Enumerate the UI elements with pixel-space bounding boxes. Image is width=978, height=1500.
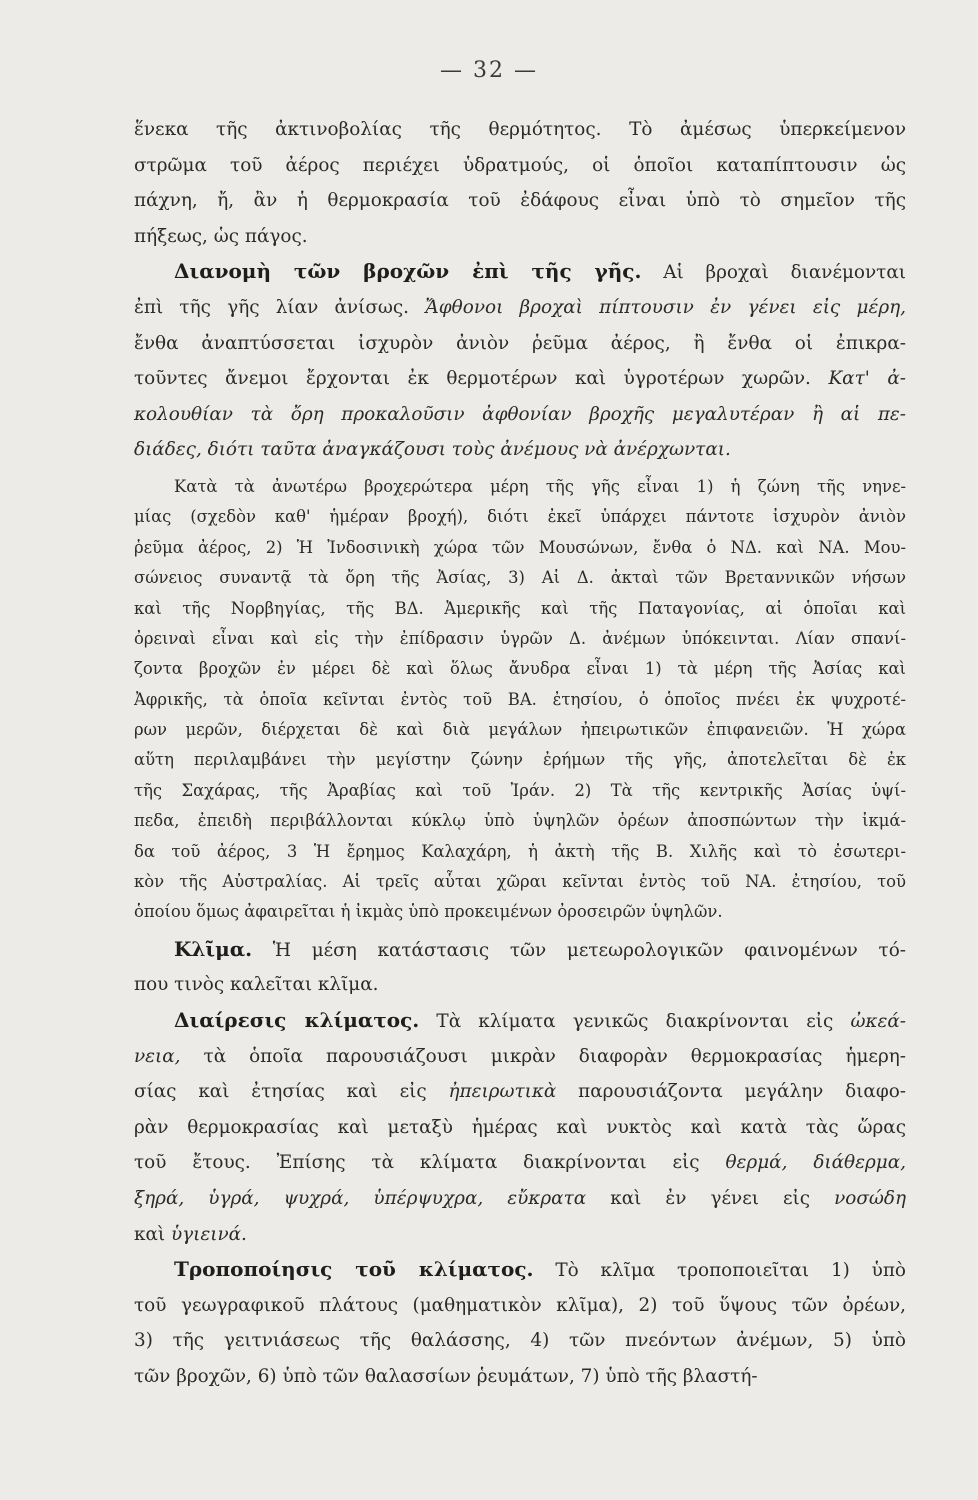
text-line: [134, 1074, 906, 1110]
section-heading: Διαίρεσις κλίματος.: [174, 1007, 420, 1032]
text-line: [134, 183, 906, 219]
text-line: [134, 867, 906, 897]
section-heading: Τροποποίησις τοῦ κλίματος.: [174, 1257, 534, 1282]
text-segment: τῶν βροχῶν, 6) ὑπὸ τῶν θαλασσίων ῥευμάτων, 7) ὑπὸ τῆς βλαστή-: [134, 1365, 758, 1387]
text-segment: τὰ ὁποῖα παρουσιάζουσι μικρὰν διαφορὰν θερμοκρασίας ἡμερη-: [180, 1045, 906, 1067]
text-line: [134, 932, 906, 968]
text-line: [134, 1323, 906, 1359]
text-segment: Τὰ κλίματα γενικῶς διακρίνονται εἰς: [419, 1010, 851, 1032]
text-segment: τῆς Σαχάρας, τῆς Ἀραβίας καὶ τοῦ Ἰράν. 2) Τὰ τῆς κεντρικῆς Ἀσίας ὑψί-: [134, 780, 906, 800]
text-line: [134, 326, 906, 362]
text-segment: ρων μερῶν, διέρχεται δὲ καὶ διὰ μεγάλων ἠπειρωτικῶν ἐπιφανειῶν. Ἡ χώρα: [134, 720, 906, 740]
italic-text: ὠκεά-: [850, 1010, 906, 1032]
text-line: [134, 967, 906, 1003]
text-segment: καὶ: [134, 1223, 171, 1245]
italic-text: Ἄφθονοι βροχαὶ πίπτουσιν ἐν γένει εἰς μέρη,: [425, 296, 906, 318]
italic-text: ὑγιεινά.: [170, 1223, 247, 1245]
text-line: [134, 685, 906, 715]
text-line: [134, 1110, 906, 1146]
paragraph-climate-division: [134, 1003, 906, 1252]
italic-text: κολουθίαν τὰ ὄρη προκαλοῦσιν ἀφθονίαν βροχῆς μεγαλυτέραν ἢ αἱ πε-: [134, 403, 906, 425]
text-segment: ἔνθα ἀναπτύσσεται ἰσχυρὸν ἀνιὸν ῥεῦμα ἀέρος, ἢ ἔνθα οἱ ἐπικρα-: [134, 332, 906, 354]
paragraph-rain-distribution: [134, 254, 906, 468]
text-segment: ρὰν θερμοκρασίας καὶ μεταξὺ ἡμέρας καὶ νυκτὸς καὶ κατὰ τὰς ὥρας: [134, 1116, 906, 1138]
text-line: [134, 1217, 906, 1253]
paragraph-frost: [134, 112, 906, 254]
text-line: [134, 397, 906, 433]
paragraph-climate-modification: [134, 1252, 906, 1394]
text-segment: 3) τῆς γειτνιάσεως τῆς θαλάσσης, 4) τῶν πνεόντων ἀνέμων, 5) ὑπὸ: [134, 1330, 906, 1352]
text-segment: καὶ τῆς Νορβηγίας, τῆς ΒΔ. Ἀμερικῆς καὶ τῆς Παταγονίας, αἱ ὁποῖαι καὶ: [134, 598, 906, 618]
text-line: [134, 112, 906, 148]
text-segment: Κατὰ τὰ ἀνωτέρω βροχερώτερα μέρη τῆς γῆς εἶναι 1) ἡ ζώνη τῆς νηνε-: [174, 476, 906, 496]
text-line: [134, 1181, 906, 1217]
text-segment: ὀρειναὶ εἶναι καὶ εἰς τὴν ἐπίδρασιν ὑγρῶν Δ. ἀνέμων ὑπόκεινται. Λίαν σπανί-: [134, 628, 906, 648]
text-segment: αὕτη περιλαμβάνει τὴν μεγίστην ζώνην ἐρήμων τῆς γῆς, ἀποτελεῖται δὲ ἐκ: [134, 750, 906, 770]
italic-text: ξηρά, ὑγρά, ψυχρά, ὑπέρψυχρα, εὔκρατα: [134, 1187, 587, 1209]
text-line: [134, 502, 906, 532]
text-segment: πάχνη, ἤ, ἂν ἡ θερμοκρασία τοῦ ἐδάφους εἶναι ὑπὸ τὸ σημεῖον τῆς: [134, 190, 906, 212]
text-segment: καὶ ἐν γένει εἰς: [586, 1187, 835, 1209]
section-heading: Κλῖμα.: [174, 936, 253, 961]
text-segment: τοῦ ἔτους. Ἐπίσης τὰ κλίματα διακρίνονται εἰς: [134, 1152, 726, 1174]
section-heading: Διανομὴ τῶν βροχῶν ἐπὶ τῆς γῆς.: [174, 259, 642, 284]
text-segment: στρῶμα τοῦ ἀέρος περιέχει ὑδρατμούς, οἱ ὁποῖοι καταπίπτουσιν ὡς: [134, 154, 906, 176]
text-segment: ἕνεκα τῆς ἀκτινοβολίας τῆς θερμότητος. Τὸ ἀμέσως ὑπερκείμενον: [134, 119, 906, 140]
page-number: — 32 —: [440, 58, 538, 83]
text-segment: σίας καὶ ἐτησίας καὶ εἰς: [134, 1081, 449, 1103]
text-segment: ἐπὶ τῆς γῆς λίαν ἀνίσως.: [134, 296, 426, 318]
body-text: [134, 112, 906, 1395]
text-segment: ζοντα βροχῶν ἐν μέρει δὲ καὶ ὅλως ἄνυδρα εἶναι 1) τὰ μέρη τῆς Ἀσίας καὶ: [134, 659, 906, 679]
italic-text: θερμά, διάθερμα,: [725, 1152, 906, 1174]
text-segment: πήξεως, ὡς πάγος.: [134, 225, 308, 247]
text-segment: μίας (σχεδὸν καθ' ἡμέραν βροχή), διότι ἐκεῖ ὑπάρχει πάντοτε ἰσχυρὸν ἀνιὸν: [134, 507, 906, 527]
text-segment: κὸν τῆς Αὐστραλίας. Αἱ τρεῖς αὗται χῶραι κεῖνται ἐντὸς τοῦ ΝΑ. ἐτησίου, τοῦ: [134, 872, 906, 892]
italic-text: Κατ' ἀ-: [828, 368, 906, 390]
text-line: [134, 290, 906, 326]
text-segment: Ἡ μέση κατάστασις τῶν μετεωρολογικῶν φαινομένων τό-: [252, 939, 906, 961]
text-line: [134, 624, 906, 654]
text-line: [134, 148, 906, 184]
text-segment: Ἀφρικῆς, τὰ ὁποῖα κεῖνται ἐντὸς τοῦ ΒΑ. ἐτησίου, ὁ ὁποῖος πνέει ἐκ ψυχροτέ-: [134, 689, 906, 709]
italic-text: νεια,: [134, 1045, 181, 1067]
text-line: [134, 806, 906, 836]
text-segment: Τὸ κλῖμα τροποποιεῖται 1) ὑπὸ: [533, 1260, 906, 1282]
paragraph-climate: [134, 932, 906, 1003]
text-line: [134, 472, 906, 502]
text-segment: ῥεῦμα ἀέρος, 2) Ἡ Ἰνδοσινικὴ χώρα τῶν Μουσώνων, ἔνθα ὁ ΝΔ. καὶ ΝΑ. Μου-: [134, 537, 906, 557]
text-line: [134, 432, 906, 468]
italic-text: ἠπειρωτικὰ: [448, 1081, 557, 1103]
text-line: [134, 563, 906, 593]
text-line: [134, 254, 906, 290]
italic-text: διάδες, διότι ταῦτα ἀναγκάζουσι τοὺς ἀνέμους νὰ ἀνέρχωνται.: [134, 439, 731, 461]
text-line: [134, 361, 906, 397]
text-line: [134, 776, 906, 806]
text-line: [134, 594, 906, 624]
text-segment: τοῦ γεωγραφικοῦ πλάτους (μαθηματικὸν κλῖμα), 2) τοῦ ὕψους τῶν ὀρέων,: [134, 1294, 906, 1316]
text-line: [134, 1039, 906, 1075]
text-segment: ὁποίου ὅμως ἀφαιρεῖται ἡ ἰκμὰς ὑπὸ προκειμένων ὀροσειρῶν ὑψηλῶν.: [134, 902, 723, 922]
text-line: [134, 1359, 906, 1395]
italic-text: νοσώδη: [834, 1187, 906, 1209]
text-line: [134, 1145, 906, 1181]
text-line: [134, 837, 906, 867]
text-segment: πεδα, ἐπειδὴ περιβάλλονται κύκλῳ ὑπὸ ὑψηλῶν ὀρέων ἀποσπώντων τὴν ἰκμά-: [134, 811, 906, 831]
text-line: [134, 1003, 906, 1039]
text-segment: που τινὸς καλεῖται κλῖμα.: [134, 974, 379, 996]
text-segment: δα τοῦ ἀέρος, 3 Ἡ ἔρημος Καλαχάρη, ἡ ἀκτὴ τῆς Β. Χιλῆς καὶ τὸ ἐσωτερι-: [134, 841, 906, 861]
paragraph-rainy-dry-regions: [134, 472, 906, 928]
text-line: [134, 219, 906, 255]
text-line: [134, 1288, 906, 1324]
text-line: [134, 654, 906, 684]
text-segment: σώνειος συναντᾷ τὰ ὄρη τῆς Ἀσίας, 3) Αἱ Δ. ἀκταὶ τῶν Βρεταννικῶν νήσων: [134, 568, 906, 588]
text-line: [134, 715, 906, 745]
text-segment: παρουσιάζοντα μεγάλην διαφο-: [556, 1081, 906, 1103]
text-line: [134, 533, 906, 563]
text-line: [134, 897, 906, 927]
text-segment: τοῦντες ἄνεμοι ἔρχονται ἐκ θερμοτέρων καὶ ὑγροτέρων χωρῶν.: [134, 368, 829, 390]
text-line: [134, 1252, 906, 1288]
text-line: [134, 745, 906, 775]
text-segment: Αἱ βροχαὶ διανέμονται: [641, 262, 906, 284]
